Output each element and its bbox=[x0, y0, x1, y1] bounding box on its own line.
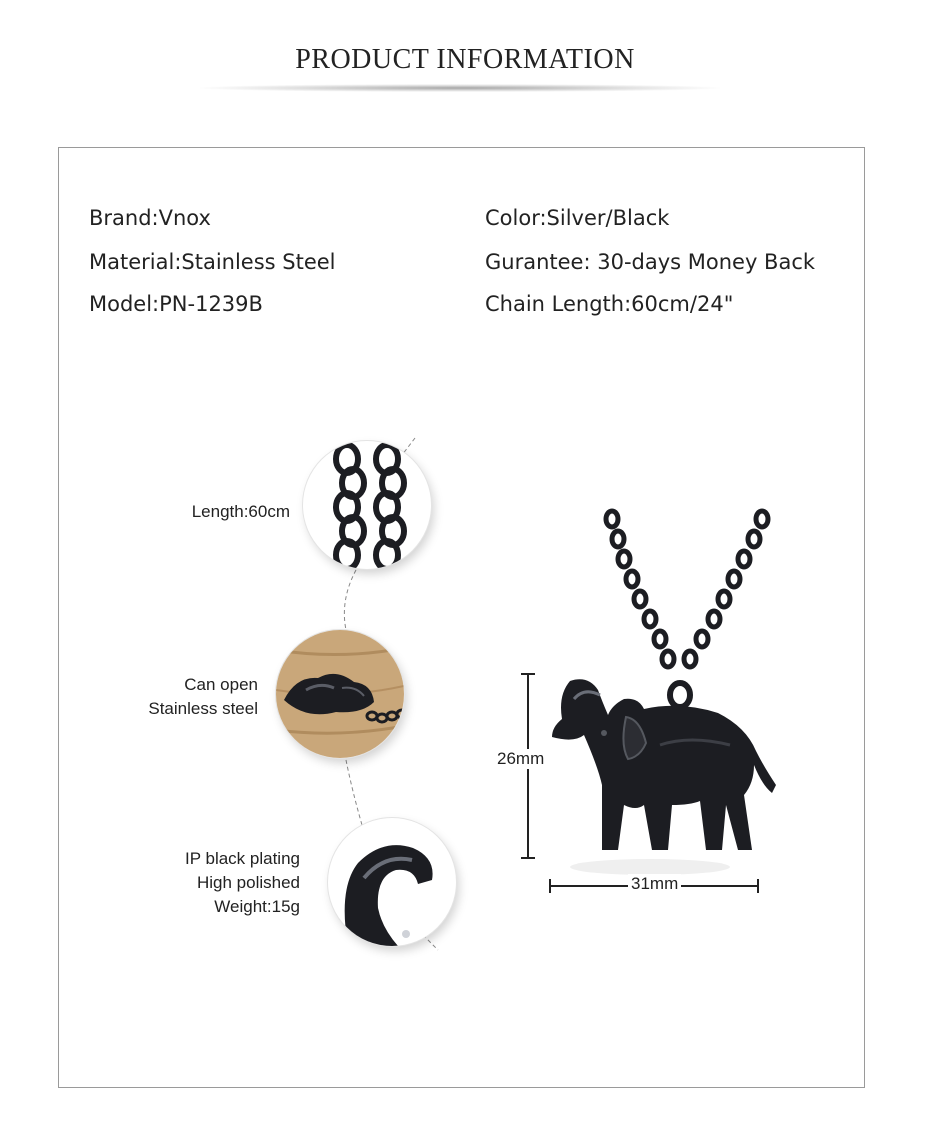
spec-model: Model:PN-1239B bbox=[89, 292, 263, 316]
open-detail-circle bbox=[276, 630, 404, 758]
plating-detail-circle bbox=[328, 818, 456, 946]
callout-can-open bbox=[108, 673, 258, 721]
spec-material: Material:Stainless Steel bbox=[89, 250, 336, 274]
callout-can-open-line2: Stainless steel bbox=[148, 699, 258, 718]
spec-color: Color:Silver/Black bbox=[485, 206, 670, 230]
spec-guarantee: Gurantee: 30-days Money Back bbox=[485, 250, 816, 274]
width-dimension-label: 31mm bbox=[628, 874, 681, 894]
callout-length bbox=[140, 500, 290, 524]
section-title: PRODUCT INFORMATION bbox=[295, 44, 635, 75]
callout-plating bbox=[120, 847, 300, 919]
callout-plating-line2: High polished bbox=[196, 873, 300, 892]
callout-can-open-line1: Can open bbox=[184, 675, 258, 694]
spec-chain-length: Chain Length:60cm/24" bbox=[485, 292, 734, 316]
height-dimension-label: 26mm bbox=[497, 749, 545, 768]
callout-length-text: Length:60cm bbox=[191, 502, 290, 521]
title-shadow-divider bbox=[200, 84, 720, 92]
callout-plating-line1: IP black plating bbox=[185, 849, 300, 868]
spec-brand: Brand:Vnox bbox=[89, 206, 211, 230]
curb-chain-image bbox=[303, 441, 431, 569]
chain-detail-circle bbox=[303, 441, 431, 569]
opened-pendant-image bbox=[276, 630, 404, 758]
elephant-pendant-image bbox=[540, 505, 780, 890]
callout-plating-line3: Weight:15g bbox=[214, 897, 300, 916]
polished-trunk-image bbox=[328, 818, 456, 946]
